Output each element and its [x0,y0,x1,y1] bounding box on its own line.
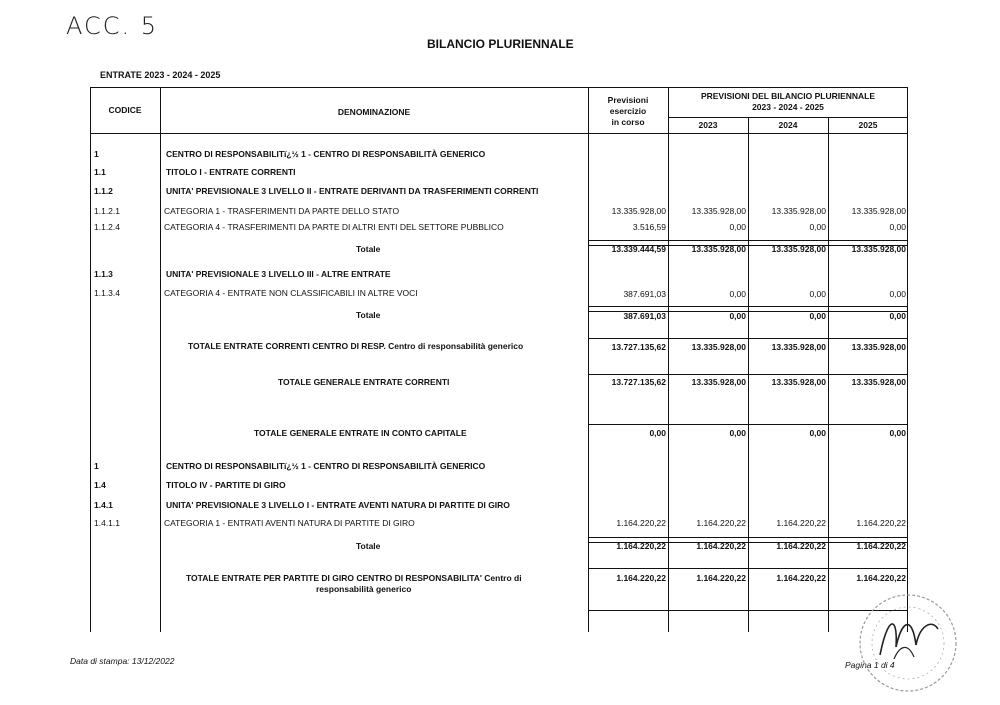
header-multi-2: 2023 - 2024 - 2025 [752,102,824,112]
row-name: TITOLO IV - PARTITE DI GIRO [166,480,286,490]
row-code: 1 [94,149,99,159]
row-2023: 0,00 [729,428,746,438]
row-prev: 13.335.928,00 [611,206,666,216]
header-2025: 2025 [858,120,878,130]
header-prev-2: esercizio [609,106,647,116]
row-2025: 1.164.220,22 [856,573,906,583]
row-2025: 13.335.928,00 [851,342,906,352]
row-prev: 13.727.135,62 [611,342,666,352]
row-code: 1.1.3 [94,269,113,279]
page-title: BILANCIO PLURIENNALE [427,37,574,51]
row-2024: 0,00 [809,311,826,321]
row-prev: 1.164.220,22 [616,573,666,583]
row-prev: 1.164.220,22 [616,541,666,551]
row-prev: 1.164.220,22 [616,518,666,528]
row-2023: 13.335.928,00 [691,342,746,352]
row-2024: 0,00 [809,428,826,438]
row-2023: 0,00 [729,311,746,321]
handwritten-note: ACC. 5 [66,12,159,40]
row-name: CATEGORIA 4 - TRASFERIMENTI DA PARTE DI ALTRI ENTI DEL SETTORE PUBBLICO [164,222,504,232]
row-code: 1.4 [94,480,106,490]
budget-table [90,87,908,632]
row-code: 1 [94,461,99,471]
row-name: UNITA' PREVISIONALE 3 LIVELLO II - ENTRATE DERIVANTI DA TRASFERIMENTI CORRENTI [166,186,539,196]
row-2024: 13.335.928,00 [771,342,826,352]
page-number: 1 [873,660,879,670]
row-2024: 13.335.928,00 [771,206,826,216]
row-name: TOTALE ENTRATE PER PARTITE DI GIRO CENTRO DI RESPONSABILITA' Centro di [186,573,522,583]
row-prev: 3.516,59 [632,222,666,232]
row-name: UNITA' PREVISIONALE 3 LIVELLO I - ENTRATE AVENTI NATURA DI PARTITE DI GIRO [166,500,510,510]
row-name: Totale [356,541,381,551]
header-prev-3: in corso [611,117,645,127]
row-2023: 13.335.928,00 [691,244,746,254]
row-2024: 1.164.220,22 [776,518,826,528]
print-date: Data di stampa: 13/12/2022 [70,656,175,666]
row-prev: 387.691,03 [623,311,666,321]
row-name: CENTRO DI RESPONSABILITï¿½ 1 - CENTRO DI RESPONSABILITÀ GENERICO [166,461,486,471]
row-code: 1.1 [94,167,106,177]
row-2025: 13.335.928,00 [851,206,906,216]
row-2025: 0,00 [889,311,906,321]
row-2024: 1.164.220,22 [776,573,826,583]
row-prev: 13.727.135,62 [611,377,666,387]
page-of: di 4 [880,660,895,670]
row-name: TITOLO I - ENTRATE CORRENTI [166,167,296,177]
row-2025: 1.164.220,22 [856,518,906,528]
row-2025: 0,00 [889,289,906,299]
row-name: TOTALE ENTRATE CORRENTI CENTRO DI RESP. Centro di responsabilità generico [188,341,524,351]
row-2025: 13.335.928,00 [851,244,906,254]
row-name: Totale [356,310,381,320]
row-name: CENTRO DI RESPONSABILITï¿½ 1 - CENTRO DI RESPONSABILITÀ GENERICO [166,149,486,159]
row-name-line2: responsabilità generico [316,584,412,594]
row-code: 1.1.2 [94,186,113,196]
row-2023: 1.164.220,22 [696,573,746,583]
row-2024: 0,00 [809,222,826,232]
row-2023: 13.335.928,00 [691,377,746,387]
row-2024: 1.164.220,22 [776,541,826,551]
row-prev: 13.339.444,59 [611,244,666,254]
row-name: CATEGORIA 4 - ENTRATE NON CLASSIFICABILI IN ALTRE VOCI [164,288,418,298]
row-2023: 0,00 [729,222,746,232]
header-prev-1: Previsioni [607,95,649,105]
row-2024: 13.335.928,00 [771,244,826,254]
row-code: 1.4.1.1 [94,518,120,528]
row-name: UNITA' PREVISIONALE 3 LIVELLO III - ALTRE ENTRATE [166,269,391,279]
row-2024: 13.335.928,00 [771,377,826,387]
row-2024: 0,00 [809,289,826,299]
page-label: Pagina [845,660,872,670]
official-stamp-signature [850,585,970,695]
row-2023: 1.164.220,22 [696,541,746,551]
row-2025: 13.335.928,00 [851,377,906,387]
row-name: CATEGORIA 1 - ENTRATI AVENTI NATURA DI PARTITE DI GIRO [164,518,415,528]
row-code: 1.1.2.4 [94,222,120,232]
header-multi-1: PREVISIONI DEL BILANCIO PLURIENNALE [700,91,876,101]
row-2025: 0,00 [889,222,906,232]
row-2025: 1.164.220,22 [856,541,906,551]
row-name: CATEGORIA 1 - TRASFERIMENTI DA PARTE DELLO STATO [164,206,400,216]
row-code: 1.1.3.4 [94,288,120,298]
page-subtitle: ENTRATE 2023 - 2024 - 2025 [100,70,221,80]
row-name: Totale [356,244,381,254]
row-2023: 0,00 [729,289,746,299]
row-prev: 0,00 [649,428,666,438]
row-name: TOTALE GENERALE ENTRATE IN CONTO CAPITALE [254,428,467,438]
header-code: CODICE [108,105,142,115]
header-name: DENOMINAZIONE [337,107,411,117]
row-code: 1.1.2.1 [94,206,120,216]
row-2023: 1.164.220,22 [696,518,746,528]
row-code: 1.4.1 [94,500,113,510]
row-name: TOTALE GENERALE ENTRATE CORRENTI [278,377,450,387]
row-2023: 13.335.928,00 [691,206,746,216]
header-2024: 2024 [778,120,798,130]
header-2023: 2023 [698,120,718,130]
row-2025: 0,00 [889,428,906,438]
row-prev: 387.691,03 [623,289,666,299]
